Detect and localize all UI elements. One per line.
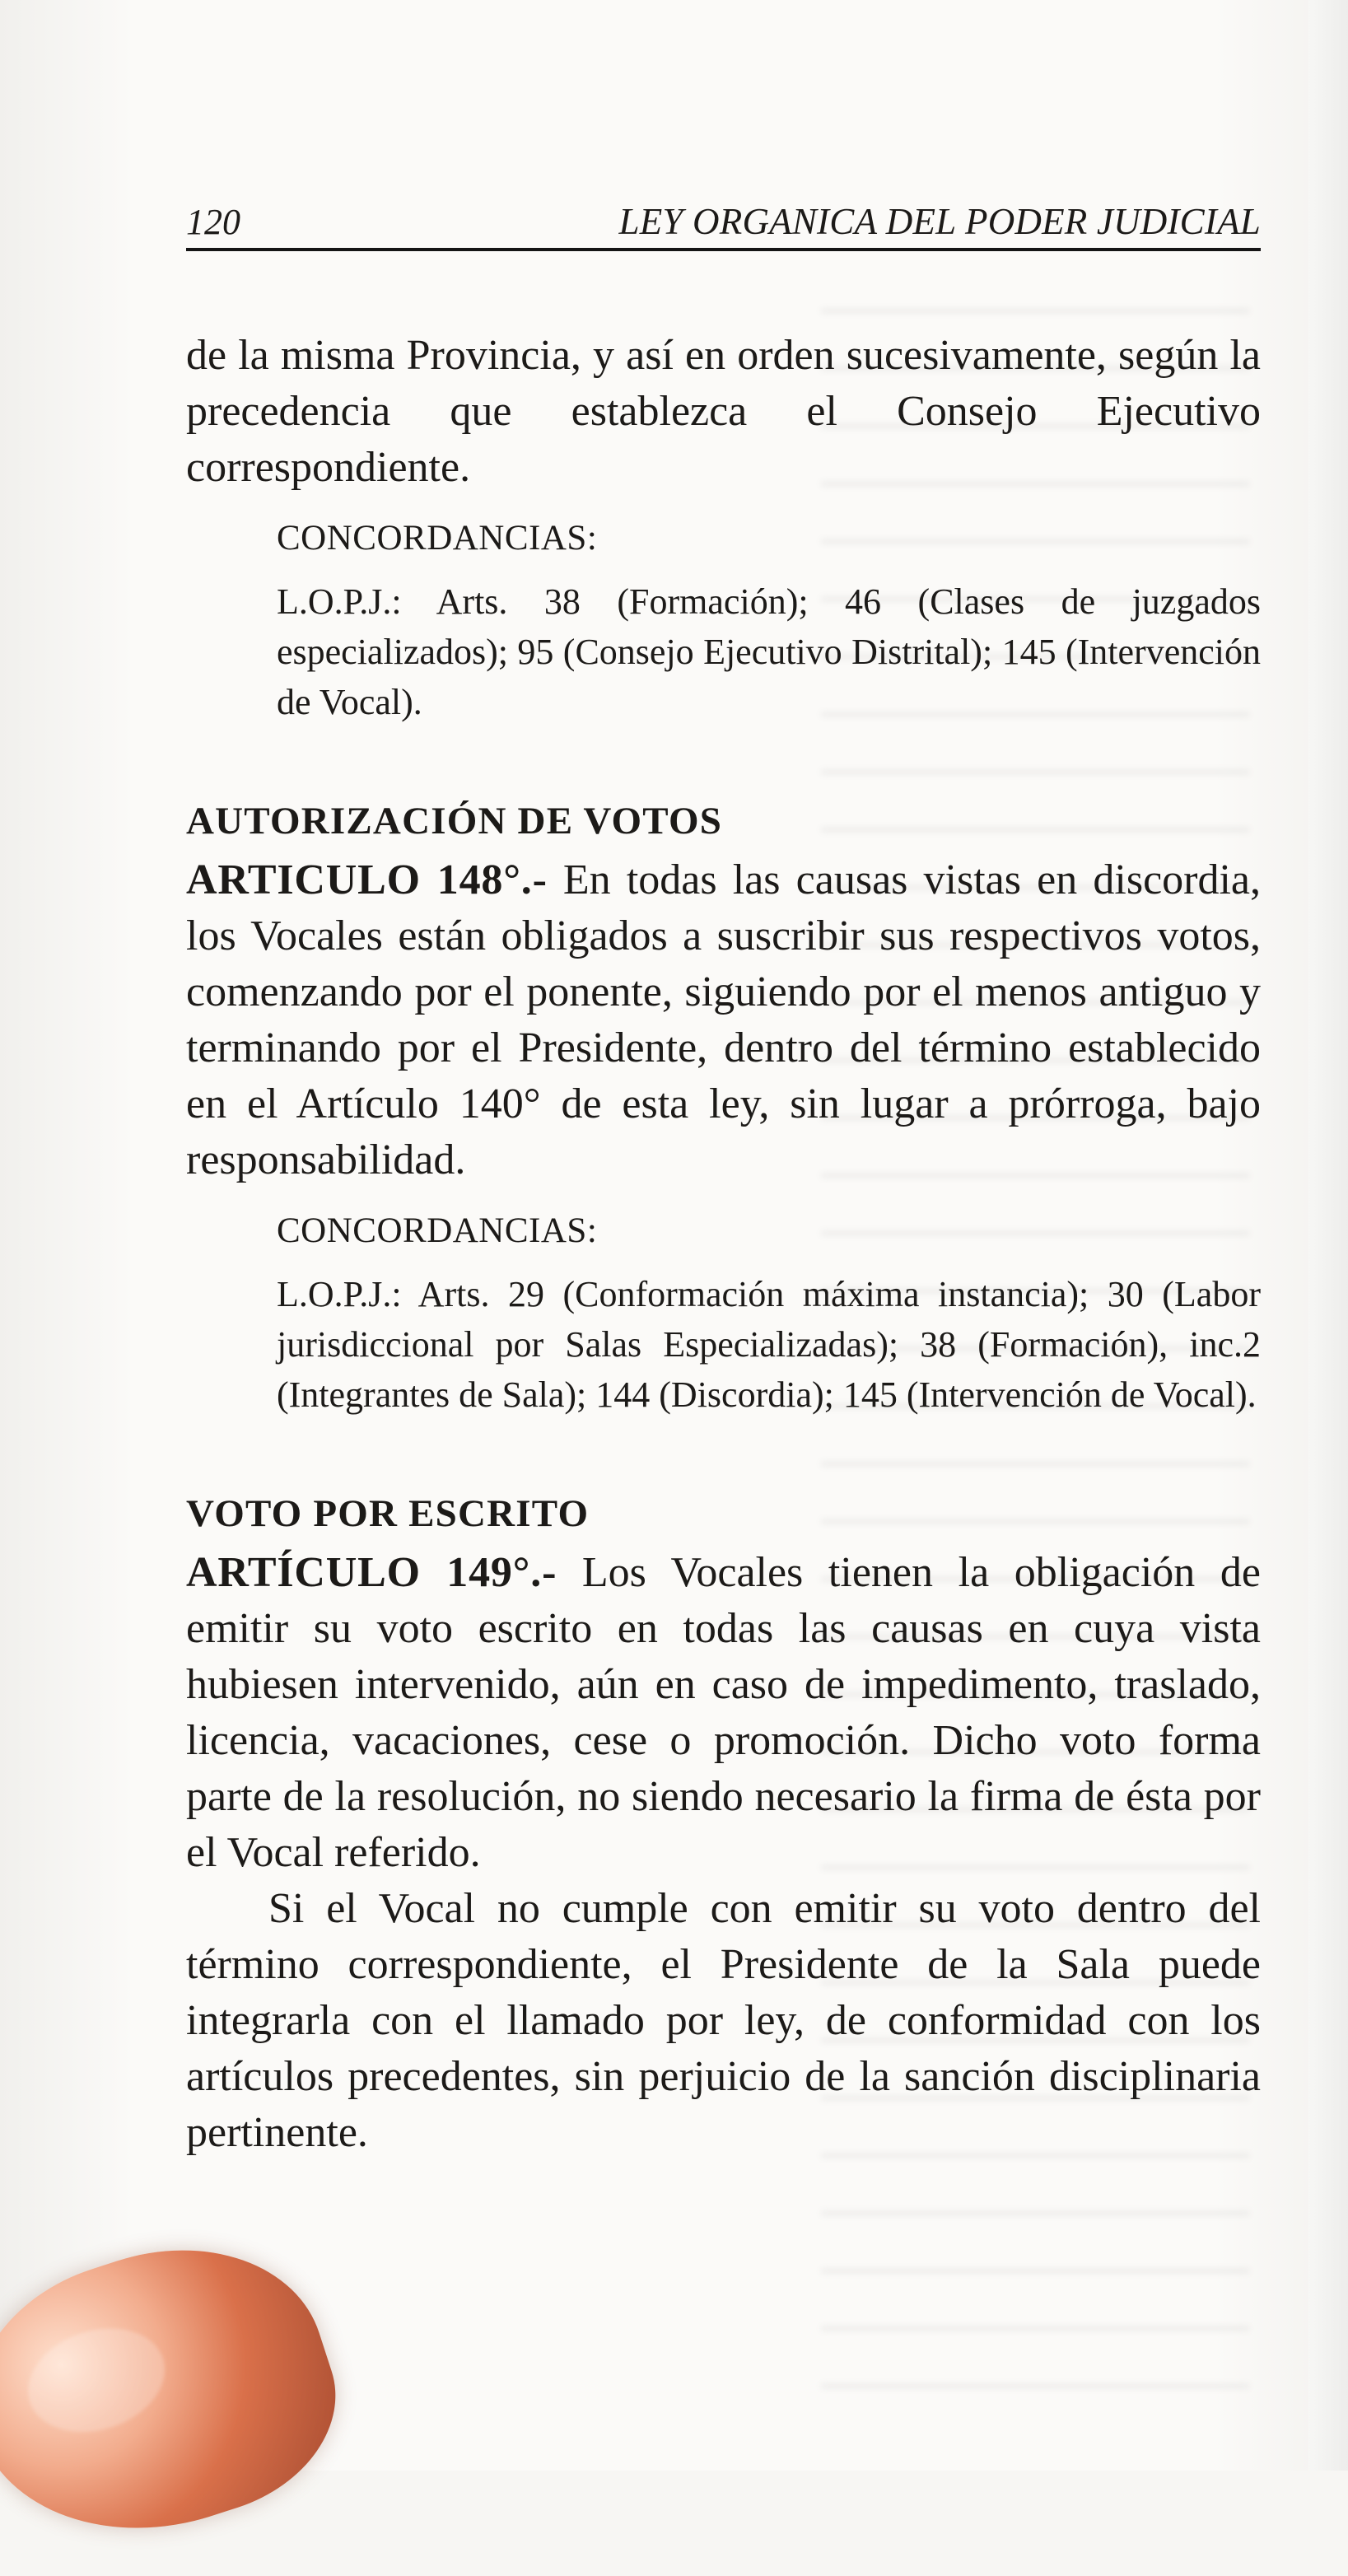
article-text: Los Vocales tienen la obligación de emitir su voto escrito en todas las causas en cuya vista hubiesen intervenido, aún en caso de impedimento, traslado, licencia, vacaciones, cese o promoción. Dicho voto forma parte de la resolución, no siendo necesario la firma de ésta por el Vocal referido. bbox=[186, 1549, 1262, 1876]
article-149-paragraph-2: Si el Vocal no cumple con emitir su voto dentro del término correspondiente, el Presidente de la Sala puede integrarla con el llamado por ley, de conformidad con los artículos precedentes, sin perjuicio de la sanción disciplinaria pertinente. bbox=[186, 1885, 1261, 2156]
concordancias-heading: CONCORDANCIAS: bbox=[277, 1211, 598, 1250]
page-header bbox=[186, 194, 1261, 251]
article-label: ARTICULO 148°.- bbox=[186, 856, 548, 903]
article-149 bbox=[186, 1545, 1261, 1881]
concordancias-heading: CONCORDANCIAS: bbox=[277, 519, 598, 558]
thumb-image bbox=[0, 2209, 362, 2576]
concordancias-text: L.O.P.J.: Arts. 29 (Conformación máxima instancia); 30 (Labor jurisdiccional por Salas Especializadas); 38 (Formación), inc.2 (Integrantes de Sala); 144 (Discordia); 145 (Intervención de Vocal). bbox=[277, 1274, 1261, 1415]
article-label: ARTÍCULO 149°.- bbox=[186, 1549, 557, 1596]
page-number: 120 bbox=[186, 202, 240, 242]
article-148 bbox=[186, 852, 1261, 1188]
section-heading: VOTO POR ESCRITO bbox=[186, 1492, 590, 1535]
running-title: LEY ORGANICA DEL PODER JUDICIAL bbox=[618, 201, 1261, 242]
concordancias-text: L.O.P.J.: Arts. 38 (Formación); 46 (Clases de juzgados especializados); 95 (Consejo Ejecutivo Distrital); 145 (Intervención de Vocal). bbox=[277, 581, 1261, 722]
article-text: En todas las causas vistas en discordia, los Vocales están obligados a suscribir sus respectivos votos, comenzando por el ponente, siguiendo por el menos antiguo y terminando por el Presidente, dentro del término establecido en el Artículo 140° de esta ley, sin lugar a prórroga, bajo responsabilidad. bbox=[186, 856, 1262, 1183]
document-content bbox=[186, 328, 1261, 2161]
section-heading: AUTORIZACIÓN DE VOTOS bbox=[186, 800, 723, 842]
intro-paragraph: de la misma Provincia, y así en orden sucesivamente, según la precedencia que establezca el Consejo Ejecutivo correspondiente. bbox=[186, 332, 1261, 491]
page-edge bbox=[1308, 0, 1348, 2471]
